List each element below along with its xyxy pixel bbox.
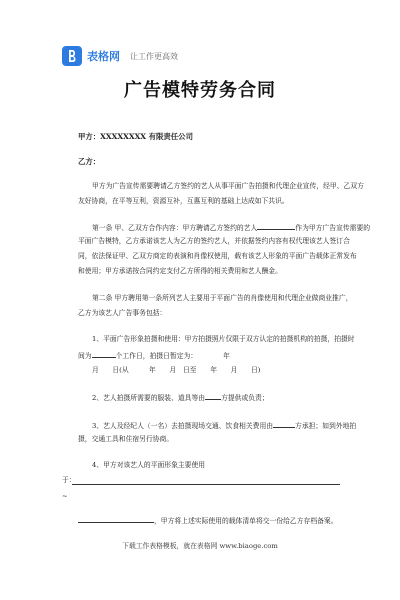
item-1-line-1: 1、平面广告形象拍摄和使用：甲方拍摄照片仅限于双方认定的拍摄机构的拍摄，拍摄时 xyxy=(92,335,355,343)
b-logo-icon xyxy=(62,46,82,66)
costume-provider-blank[interactable] xyxy=(205,392,221,400)
item-1-text-c: 年 xyxy=(223,352,230,360)
item-3-text-b: 方承担；如到外地拍 xyxy=(295,422,357,430)
item-1-line-3: 月 日(从 年 月 日至 年 月 日) xyxy=(92,366,261,374)
item-4-line-3: ~ xyxy=(62,492,68,500)
item-2-text-b: 方提供或负责； xyxy=(221,394,269,402)
b-letter-icon xyxy=(68,49,76,63)
article-1-line-3: 同，依法保证甲、乙双方商定的表演和肖像权使用，载有该艺人形象的平面广告载体正常发布 xyxy=(78,252,357,260)
intro-line-1: 甲方为广告宣传需要聘请乙方签约的艺人从事平面广告拍摄和代理企业宣传，经甲、乙双方 xyxy=(92,182,364,190)
item-4-line-1: 4、甲方对该艺人的平面形象主要使用 xyxy=(92,461,206,469)
item-2-text-a: 2、艺人拍摄所需要的服装、道具等由 xyxy=(92,394,206,402)
item-1-text-b: 个工作日，拍摄日暂定为： xyxy=(115,352,198,360)
travel-cost-blank[interactable] xyxy=(273,420,295,428)
item-3-line-1 xyxy=(92,420,356,431)
article-1-text-b: 作为甲方广告宣传需要的 xyxy=(295,224,371,232)
brand-logo[interactable] xyxy=(62,46,178,66)
carrier-list-blank[interactable] xyxy=(78,515,154,523)
item-4-line-2: 于： xyxy=(62,476,76,484)
item-1-line-2 xyxy=(78,350,230,361)
footer-text: 下载工作表格模板，就在表格网 www.biaoge.com xyxy=(122,542,278,550)
item-1-text-a: 间为 xyxy=(78,352,92,360)
article-1-line-4: 和使用；甲方承诺按合同约定支付乙方所得的相关费用和艺人酬金。 xyxy=(78,267,282,275)
closing-line xyxy=(78,515,338,526)
party-a: 甲方：XXXXXXXX 有限责任公司 xyxy=(78,132,193,141)
brand-name: 表格网 xyxy=(87,50,120,63)
article-2-line-2: 乙方为该艺人广告事务包括： xyxy=(78,309,167,317)
workdays-blank[interactable] xyxy=(92,350,116,358)
article-1-line-2: 平面广告模特，乙方承诺该艺人为乙方的签约艺人，并依据签约内容有权代理该艺人签订合 xyxy=(78,237,350,245)
artist-name-blank[interactable] xyxy=(257,222,295,230)
party-b: 乙方： xyxy=(78,157,101,166)
article-1-line-1 xyxy=(92,222,370,233)
article-1-text-a: 第一条 甲、乙双方合作内容：甲方聘请乙方签约的艺人 xyxy=(92,224,258,232)
document-title: 广告模特劳务合同 xyxy=(124,80,276,101)
intro-line-2: 友好协商，在平等互利，资源互补，互惠互利的基础上达成如下共识。 xyxy=(78,197,289,205)
item-2-line xyxy=(92,392,269,403)
item-3-text-a: 3、艺人及经纪人（一名）去拍摄现场交通、饮食相关费用由 xyxy=(92,422,274,430)
closing-text: ，甲方将上述实际使用的载体清单将交一份给乙方存档备案。 xyxy=(154,517,338,525)
usage-blank-line[interactable] xyxy=(72,484,340,485)
brand-slogan: 让工作更高效 xyxy=(130,51,178,61)
article-2-line-1: 第二条 甲方聘用第一条所列艺人主要用于平面广告的肖像使用和代理企业做商业推广， xyxy=(92,294,353,302)
item-3-line-2: 摄，交通工具和住宿另行协商。 xyxy=(78,435,174,443)
